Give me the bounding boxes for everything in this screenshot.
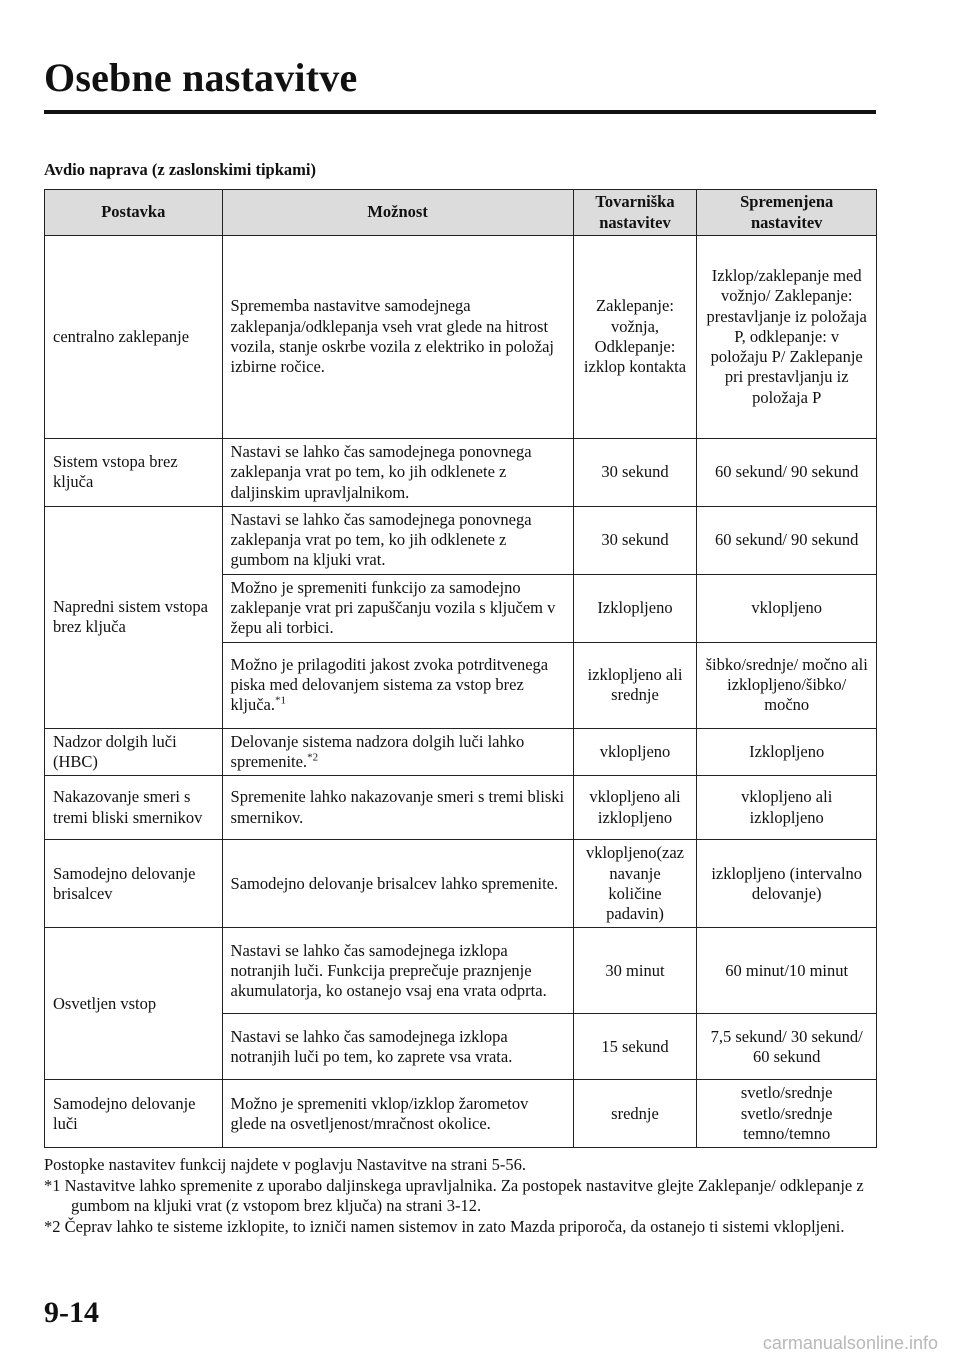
- footnote: *2 Čeprav lahko te sisteme izklopite, to izniči namen sistemov in zato Mazda priporoča, da ostanejo ti sistemi vklopljeni.: [44, 1216, 845, 1236]
- default-cell: Izklopljeno: [573, 574, 697, 642]
- item-cell: Sistem vstopa brez ključa: [45, 439, 223, 507]
- option-cell: Možno je spremeniti funkcijo za samodejno zaklepanje vrat pri zapuščanju vozila s ključem v žepu ali torbici.: [222, 574, 573, 642]
- changed-cell: svetlo/srednje svetlo/srednje temno/temno: [697, 1080, 877, 1148]
- column-header: Tovarniška nastavitev: [573, 190, 697, 236]
- changed-cell: izklopljeno (intervalno delovanje): [697, 840, 877, 928]
- item-cell: Napredni sistem vstopa brez ključa: [45, 506, 223, 728]
- item-cell: Osvetljen vstop: [45, 928, 223, 1080]
- option-cell: [222, 728, 573, 776]
- changed-cell: 60 sekund/ 90 sekund: [697, 506, 877, 574]
- column-header: Postavka: [45, 190, 223, 236]
- option-text: Možno je prilagoditi jakost zvoka potrditvenega piska med delovanjem sistema za vstop brez ključa.: [230, 654, 549, 715]
- changed-cell: 60 sekund/ 90 sekund: [697, 439, 877, 507]
- default-cell: vklopljeno: [573, 728, 697, 776]
- table-row: [45, 506, 877, 574]
- default-cell: 30 sekund: [573, 439, 697, 507]
- option-cell: Nastavi se lahko čas samodejnega ponovnega zaklepanja vrat po tem, ko jih odklenete z daljinskim upravljalnikom.: [222, 439, 573, 507]
- changed-cell: Izklop/zaklepanje med vožnjo/ Zaklepanje: prestavljanje iz položaja P, odklepanje: v položaju P/ Zaklepanje pri prestavljanju iz položaja P: [697, 236, 877, 439]
- option-cell: [222, 642, 573, 728]
- default-cell: 15 sekund: [573, 1014, 697, 1080]
- option-cell: Nastavi se lahko čas samodejnega ponovnega zaklepanja vrat po tem, ko jih odklenete z gumbom na kljuki vrat.: [222, 506, 573, 574]
- column-header: Možnost: [222, 190, 573, 236]
- settings-table: [44, 189, 877, 1148]
- table-header-row: [45, 190, 877, 236]
- changed-cell: 60 minut/10 minut: [697, 928, 877, 1014]
- option-cell: Nastavi se lahko čas samodejnega izklopa notranjih luči po tem, ko zaprete vsa vrata.: [222, 1014, 573, 1080]
- table-row: [45, 776, 877, 840]
- column-header: Spremenjena nastavitev: [697, 190, 877, 236]
- item-cell: Samodejno delovanje brisalcev: [45, 840, 223, 928]
- option-cell: Sprememba nastavitve samodejnega zaklepanja/odklepanja vseh vrat glede na hitrost vozila, stanje oskrbe vozila z elektriko in položaj izbirne ročice.: [222, 236, 573, 439]
- table-row: [45, 439, 877, 507]
- table-row: [45, 1080, 877, 1148]
- default-cell: 30 sekund: [573, 506, 697, 574]
- notes: [44, 1155, 876, 1237]
- changed-cell: 7,5 sekund/ 30 sekund/ 60 sekund: [697, 1014, 877, 1080]
- table-row: [45, 236, 877, 439]
- option-cell: Nastavi se lahko čas samodejnega izklopa notranjih luči. Funkcija preprečuje praznjenje akumulatorja, ko ostanejo vsaj ena vrata odprta.: [222, 928, 573, 1014]
- footnote: *1 Nastavitve lahko spremenite z uporabo daljinskega upravljalnika. Za postopek nastavitve glejte Zaklepanje/ odklepanje z gumbom na kljuki vrat (z vstopom brez ključa) na strani 3-12.: [44, 1175, 864, 1215]
- item-cell: Nakazovanje smeri s tremi bliski smernikov: [45, 776, 223, 840]
- footnote-ref: *1: [275, 694, 286, 707]
- changed-cell: vklopljeno: [697, 574, 877, 642]
- footnote-ref: *2: [307, 751, 319, 764]
- watermark: carmanualsonline.info: [762, 1333, 938, 1353]
- option-cell: Spremenite lahko nakazovanje smeri s tremi bliski smernikov.: [222, 776, 573, 840]
- section-subtitle: Avdio naprava (z zaslonskimi tipkami): [44, 160, 316, 179]
- changed-cell: šibko/srednje/ močno ali izklopljeno/šibko/ močno: [697, 642, 877, 728]
- default-cell: vklopljeno ali izklopljeno: [573, 776, 697, 840]
- table-row: [45, 728, 877, 776]
- page-title: Osebne nastavitve: [44, 55, 358, 100]
- item-cell: Samodejno delovanje luči: [45, 1080, 223, 1148]
- item-cell: Nadzor dolgih luči (HBC): [45, 728, 223, 776]
- title-rule: [44, 110, 876, 114]
- page-number: 9-14: [44, 1296, 99, 1329]
- table-row: [45, 840, 877, 928]
- notes-intro: Postopke nastavitev funkcij najdete v poglavju Nastavitve na strani 5-56.: [44, 1155, 527, 1174]
- item-cell: centralno zaklepanje: [45, 236, 223, 439]
- option-cell: Možno je spremeniti vklop/izklop žarometov glede na osvetljenost/mračnost okolice.: [222, 1080, 573, 1148]
- default-cell: vklopljeno(zaz navanje količine padavin): [573, 840, 697, 928]
- default-cell: srednje: [573, 1080, 697, 1148]
- option-cell: Samodejno delovanje brisalcev lahko spremenite.: [222, 840, 573, 928]
- default-cell: Zaklepanje: vožnja, Odklepanje: izklop kontakta: [573, 236, 697, 439]
- default-cell: 30 minut: [573, 928, 697, 1014]
- changed-cell: vklopljeno ali izklopljeno: [697, 776, 877, 840]
- table-row: [45, 928, 877, 1014]
- option-text: Delovanje sistema nadzora dolgih luči lahko spremenite.: [230, 731, 525, 771]
- changed-cell: Izklopljeno: [697, 728, 877, 776]
- default-cell: izklopljeno ali srednje: [573, 642, 697, 728]
